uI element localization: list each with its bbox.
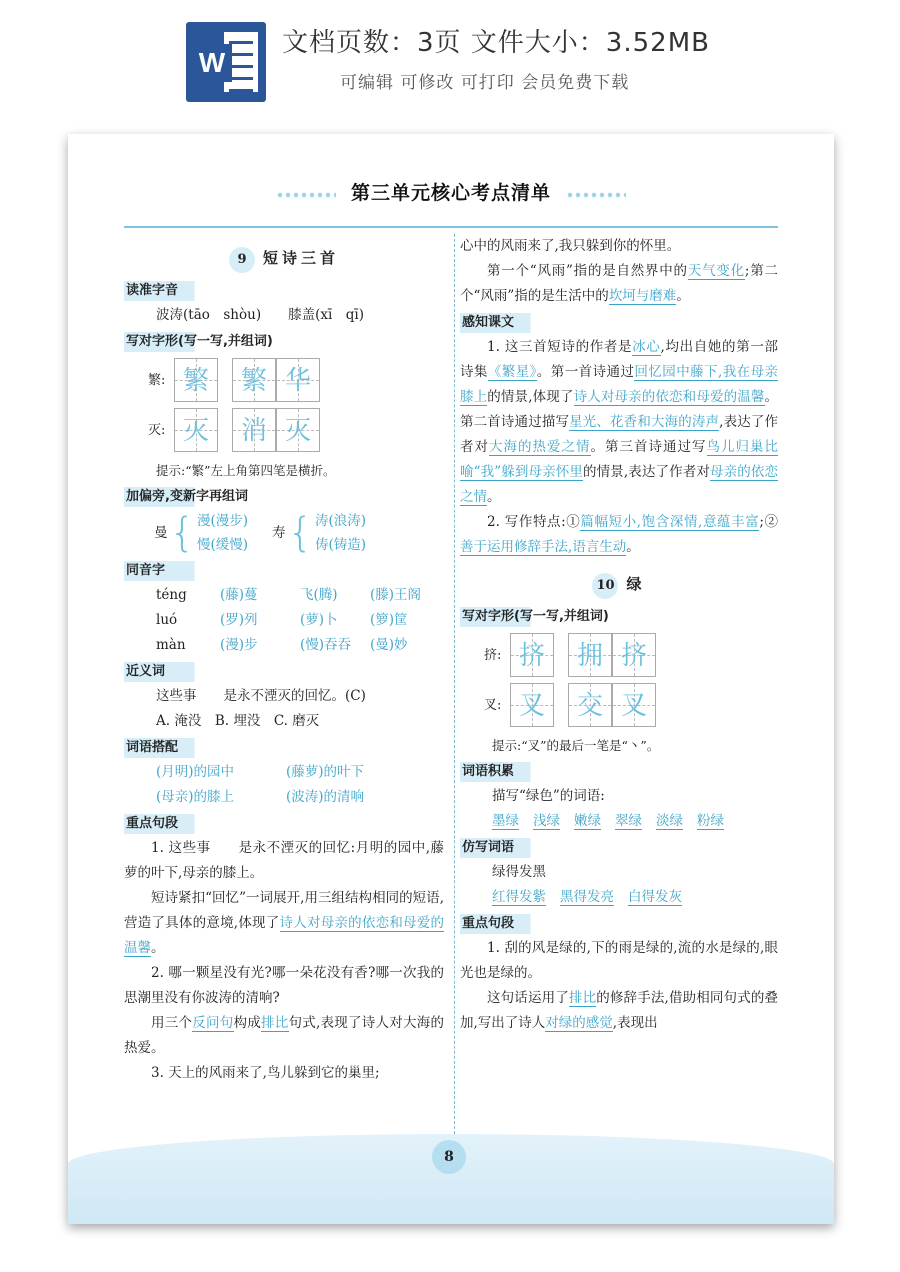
section-add-radical: 加偏旁,变新字再组词 bbox=[124, 487, 444, 507]
synonym-options: A. 淹没 B. 埋没 C. 磨灭 bbox=[156, 713, 320, 729]
char-label: 叉: bbox=[484, 697, 502, 713]
char-box: 华 bbox=[276, 358, 320, 402]
radical-word: 涛(浪涛) bbox=[314, 513, 366, 529]
char-practice-row bbox=[484, 683, 778, 727]
decorative-dots-right bbox=[566, 192, 626, 198]
writing-features: 2. 写作特点:①篇幅短小,饱含深情,意蕴丰富;②善于运用修辞手法,语言生动。 bbox=[460, 514, 778, 555]
char-box: 挤 bbox=[612, 633, 656, 677]
char-tip: 提示:“繁”左上角第四笔是横折。 bbox=[156, 463, 336, 478]
key-passage-analysis: 短诗紧扣“回忆”一词展开,用三组结构相同的短语,营造了具体的意境,体现了诗人对母亲的依恋和母爱的温馨。 bbox=[124, 890, 445, 956]
radical-word: 慢(缓慢) bbox=[196, 537, 248, 553]
download-header bbox=[0, 0, 900, 130]
section-perceive-text: 感知课文 bbox=[460, 313, 778, 333]
page-title: 第三单元核心考点清单 bbox=[350, 182, 551, 204]
section-key-passages: 重点句段 bbox=[460, 914, 778, 934]
storm-analysis: 第一个“风雨”指的是自然界中的天气变化;第二个“风雨”指的是生活中的坎坷与磨难。 bbox=[460, 263, 778, 304]
decorative-dots-left bbox=[276, 192, 336, 198]
page-number: 8 bbox=[432, 1140, 466, 1174]
synonym-question: 这些事 是永不湮灭的回忆。(C) bbox=[156, 688, 366, 704]
left-column bbox=[124, 234, 444, 1086]
section-word-accumulation: 词语积累 bbox=[460, 762, 778, 782]
lesson-9-heading bbox=[124, 246, 444, 273]
section-homophones: 同音字 bbox=[124, 561, 444, 581]
imitate-lead: 绿得发黑 bbox=[492, 864, 546, 880]
char-box: 灭 bbox=[174, 408, 218, 452]
section-imitate-words: 仿写词语 bbox=[460, 838, 778, 858]
char-tip: 提示:“叉”的最后一笔是“丶”。 bbox=[492, 738, 660, 753]
pronunciation-line: 波涛(tāo shòu) 膝盖(xī qī) bbox=[156, 307, 365, 323]
section-key-passages: 重点句段 bbox=[124, 814, 444, 834]
lesson-10-heading bbox=[460, 572, 778, 599]
section-write-characters: 写对字形(写一写,并组词) bbox=[460, 607, 778, 627]
radical-word: 俦(铸造) bbox=[314, 537, 366, 553]
section-collocation: 词语搭配 bbox=[124, 738, 444, 758]
char-box: 叉 bbox=[612, 683, 656, 727]
char-box: 叉 bbox=[510, 683, 554, 727]
page-title-row bbox=[68, 178, 834, 205]
char-box: 繁 bbox=[232, 358, 276, 402]
char-practice-row bbox=[484, 633, 778, 677]
key-passage: 3. 天上的风雨来了,鸟儿躲到它的巢里; bbox=[151, 1065, 380, 1081]
word-document-icon: W bbox=[186, 22, 266, 102]
homophone-table bbox=[124, 583, 444, 658]
section-synonyms: 近义词 bbox=[124, 662, 444, 682]
key-passage-analysis: 这句话运用了排比的修辞手法,借助相同句式的叠加,写出了诗人对绿的感觉,表现出 bbox=[460, 990, 779, 1031]
char-box: 交 bbox=[568, 683, 612, 727]
key-passage-analysis: 用三个反问句构成排比句式,表现了诗人对大海的热爱。 bbox=[124, 1015, 445, 1056]
lesson-number-badge: 10 bbox=[592, 573, 618, 599]
imitate-words-list: 红得发紫 黑得发亮 白得发灰 bbox=[492, 889, 682, 905]
homophone-row: màn (漫)步 (慢)吞吞 (曼)妙 bbox=[156, 637, 408, 653]
right-column bbox=[460, 234, 778, 1036]
char-label: 繁: bbox=[148, 372, 166, 388]
lesson-title: 短诗三首 bbox=[262, 249, 339, 267]
perceive-paragraph: 1. 这三首短诗的作者是冰心,均出自她的第一部诗集《繁星》。第一首诗通过回忆园中藤下,我在母亲膝上的情景,体现了诗人对母亲的依恋和母爱的温馨。第二首诗通过描写星光、花香和大海的涛声,表达了作者对大海的热爱之情。第三首诗通过写鸟儿归巢比喻“我”躲到母亲怀里的情景,表达了作者对母亲的依恋之情。 bbox=[460, 339, 779, 505]
homophone-row: luó (罗)列 (萝)卜 (箩)筐 bbox=[156, 612, 408, 628]
section-read-pronunciation: 读准字音 bbox=[124, 281, 444, 301]
homophone-row: téng (藤)蔓 飞(腾) (滕)王阁 bbox=[156, 587, 422, 603]
brace-icon: { bbox=[287, 510, 313, 556]
collocation-table: (月明)的园中 (藤萝)的叶下 (母亲)的膝上 (波涛)的清响 bbox=[156, 764, 365, 805]
green-words-list: 墨绿 浅绿 嫩绿 翠绿 淡绿 粉绿 bbox=[492, 813, 724, 829]
char-box: 挤 bbox=[510, 633, 554, 677]
file-info-title: 文档页数：3页 文件大小：3.52MB bbox=[282, 28, 710, 58]
title-divider bbox=[124, 226, 778, 228]
lesson-number-badge: 9 bbox=[229, 247, 255, 273]
brace-icon: { bbox=[169, 510, 195, 556]
key-passage: 2. 哪一颗星没有光?哪一朵花没有香?哪一次我的思潮里没有你波涛的清响? bbox=[124, 965, 444, 1006]
column-divider bbox=[454, 234, 455, 1144]
char-practice-row bbox=[148, 358, 444, 402]
radical-groups bbox=[154, 509, 444, 557]
char-label: 挤: bbox=[484, 647, 502, 663]
char-box: 灭 bbox=[276, 408, 320, 452]
char-box: 消 bbox=[232, 408, 276, 452]
char-box: 繁 bbox=[174, 358, 218, 402]
key-passage: 1. 刮的风是绿的,下的雨是绿的,流的水是绿的,眼光也是绿的。 bbox=[460, 940, 778, 981]
radical-base: 曼 bbox=[154, 524, 168, 541]
radical-word: 漫(漫步) bbox=[196, 513, 248, 529]
section-write-characters: 写对字形(写一写,并组词) bbox=[124, 332, 444, 352]
passage-continuation: 心中的风雨来了,我只躲到你的怀里。 bbox=[460, 238, 681, 254]
document-page bbox=[68, 134, 834, 1224]
char-label: 灭: bbox=[148, 422, 166, 438]
radical-base: 寿 bbox=[272, 524, 286, 541]
words-lead: 描写“绿色”的词语: bbox=[492, 788, 605, 804]
file-features-subtitle: 可编辑 可修改 可打印 会员免费下载 bbox=[340, 73, 630, 93]
char-practice-row bbox=[148, 408, 444, 452]
char-box: 拥 bbox=[568, 633, 612, 677]
key-passage: 1. 这些事 是永不湮灭的回忆:月明的园中,藤萝的叶下,母亲的膝上。 bbox=[124, 840, 444, 881]
lesson-title: 绿 bbox=[626, 575, 646, 593]
